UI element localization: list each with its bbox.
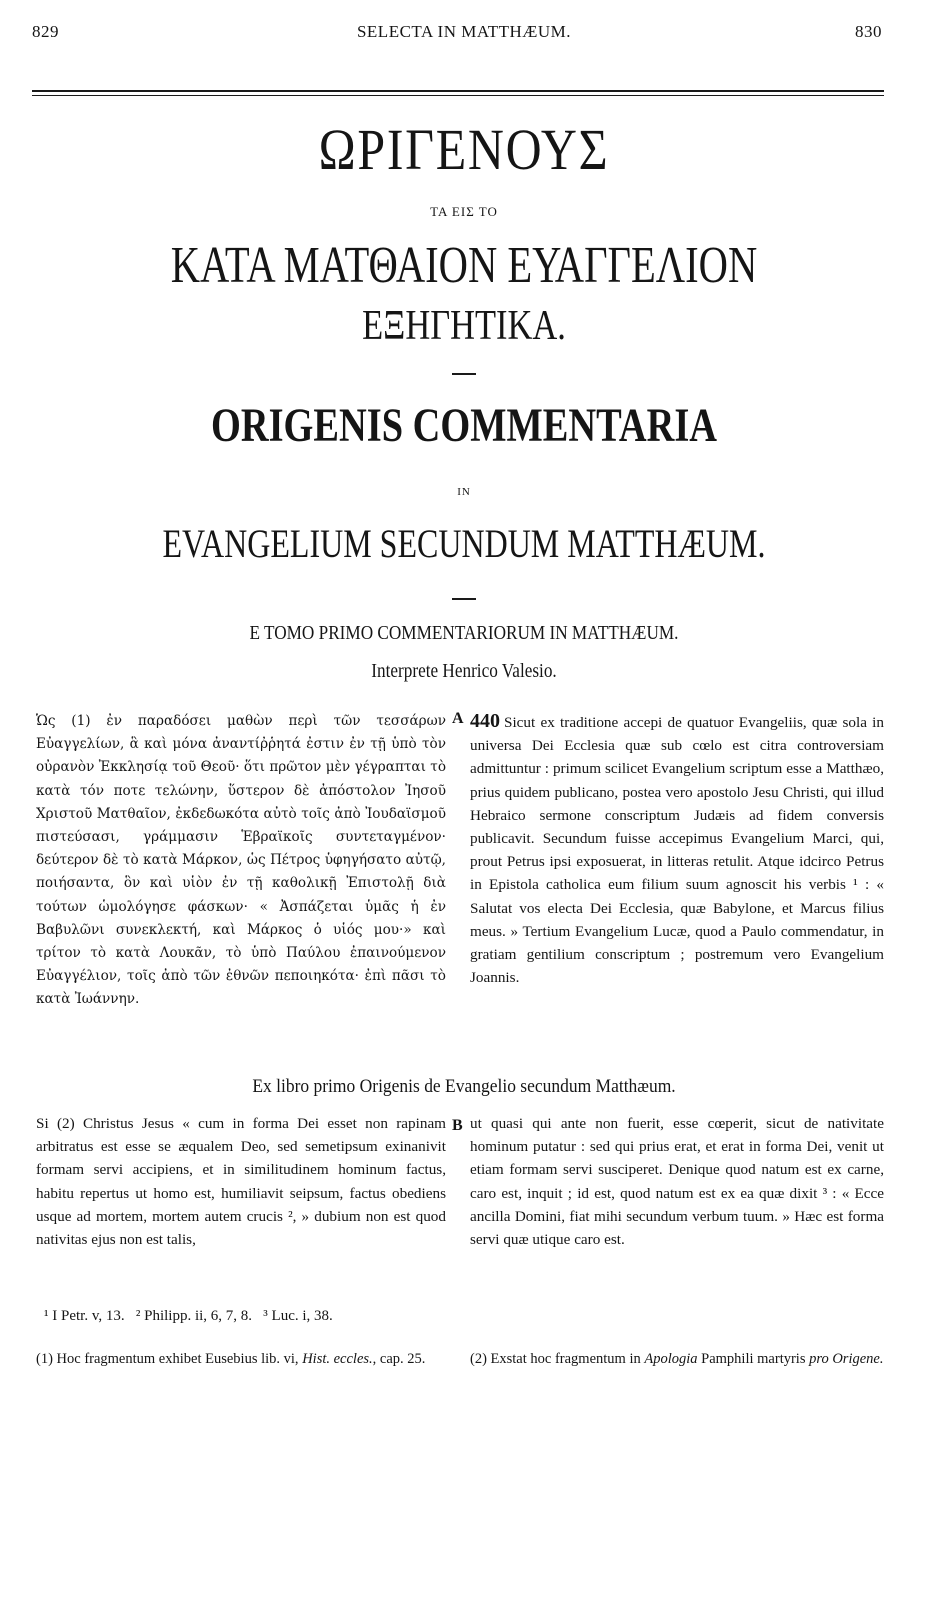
footnote-1-work-title: Hist. eccles. [302, 1351, 373, 1367]
latin-in: IN [457, 486, 471, 498]
interpreter-line: Interprete Henrico Valesio. [371, 660, 557, 682]
footnote-2-text: (2) Exstat hoc fragmentum in [470, 1351, 641, 1367]
header-rule-thick [32, 90, 884, 92]
greek-author-title: ΩΡΙΓΕΝΟΥΣ [318, 117, 610, 182]
scripture-references: ¹ I Petr. v, 13. ² Philipp. ii, 6, 7, 8. ³ Luc. i, 38. [44, 1308, 333, 1324]
title-dash [452, 598, 476, 600]
running-title: SELECTA IN MATTHÆUM. [356, 22, 572, 41]
header-rule-thin [32, 95, 884, 96]
latin-subtitle: EVANGELIUM SECUNDUM MATTHÆUM. [162, 521, 766, 566]
column-number-marker: 440 [470, 710, 500, 732]
footnote-2-author: Pamphili martyris [701, 1351, 806, 1367]
tomo-heading: E TOMO PRIMO COMMENTARIORUM IN MATTHÆUM. [249, 622, 679, 644]
section-marker-b: B [452, 1117, 463, 1134]
latin-text-column [470, 710, 884, 989]
footnote-1-reference: , cap. 25. [372, 1351, 426, 1367]
latin-main-title: ORIGENIS COMMENTARIA [211, 399, 717, 452]
latin-translation-text: Sicut ex traditione accepi de quatuor Evangeliis, quæ sola in universa Dei Ecclesia quæ sub cœlo est citra controversiam admittuntur : primum scilicet Evangelium scriptum esse a Matthæo, prius quidem publicano, postea vero apostolo Jesu Christi, qui illud Hebraico sermone conscriptum Judæis ad fidem conversis publicavit. Secundum fuisse accepimus Evangelium Marci, qui, prout Petrus ipsi exposuerat, in litteras retulit. Atque idcirco Petrus in Epistola catholica eum filium suum agnoscit his verbis ¹ : « Salutat vos electa Dei Ecclesia, quæ Babylone, et Marcus filius meus. » Tertium Evangelium Lucæ, quod a Paulo commendatur, in gratiam gentilium conscriptum ; postremum vero Evangelium Joannis. [470, 714, 884, 987]
title-dash [452, 373, 476, 375]
footnote-1 [36, 1350, 446, 1369]
column-number-right: 830 [855, 22, 882, 41]
latin-text-left-column: Si (2) Christus Jesus « cum in forma Dei esset non rapinam arbitratus est esse se æqualem Deo, sed semetipsum exinanivit formam servi accipiens, et in similitudinem hominum factus, habitu repertus ut homo est, humiliavit seipsum, factus obediens usque ad mortem, mortem autem crucis ², » dubium non est quod nativitas ejus non est talis, [36, 1115, 446, 1249]
section-heading: Ex libro primo Origenis de Evangelio secundum Matthæum. [252, 1076, 676, 1097]
greek-pre-title: ΤΑ ΕΙΣ ΤΟ [430, 204, 498, 219]
footnote-2 [470, 1350, 884, 1369]
footnote-2-work-subject: pro Origene. [809, 1351, 884, 1367]
column-number-left: 829 [32, 22, 59, 41]
greek-subtitle: ΕΞΗΓΗΤΙΚΑ. [362, 303, 566, 349]
greek-text-column: Ὡς (1) ἐν παραδόσει μαθὼν περὶ τῶν τεσσάρων Εὐαγγελίων, ἃ καὶ μόνα ἀναντίῤῥητά ἐστιν ἐν τῇ ὑπὸ τὸν οὐρανὸν Ἐκκλησίᾳ τοῦ Θεοῦ· ὅτι πρῶτον μὲν γέγραπται τὸ κατὰ τόν ποτε τελώνην, ὕστερον δὲ ἀπόστολον Ἰησοῦ Χριστοῦ Ματθαῖον, ἐκδεδωκότα αὐτὸ τοῖς ἀπὸ Ἰουδαϊσμοῦ πιστεύσασι, γράμμασιν Ἑβραϊκοῖς συντεταγμένον· δεύτερον δὲ τὸ κατὰ Μάρκον, ὡς Πέτρος ὑφηγήσατο αὐτῷ, ποιήσαντα, ὃν καὶ υἱὸν ἐν τῇ καθολικῇ Ἐπιστολῇ διὰ τούτων ὡμολόγησε φάσκων· « Ἀσπάζεται ὑμᾶς ἡ ἐν Βαβυλῶνι συνεκλεκτή, καὶ Μάρκος ὁ υἱός μου·» καὶ τρίτον τὸ κατὰ Λουκᾶν, τὸ ὑπὸ Παύλου ἐπαινούμενον Εὐαγγέλιον, τοῖς ἀπὸ τῶν ἐθνῶν πεποιηκότα· ἐπὶ πᾶσι τὸ κατὰ Ἰωάννην. [36, 713, 446, 1008]
latin-text-right-column: ut quasi qui ante non fuerit, esse cœperit, sicut de nativitate hominum putatur : sed qui prius erat, et erat in forma Dei, venit ut etiam formam servi susciperet. Denique quod natum est ex carne, caro est, inquit ; id est, quod natum est ex ea quæ dixit ³ : « Ecce ancilla Domini, fiat mihi secundum verbum tuum. » Hæc est forma servi quæ utique caro est. [470, 1115, 884, 1249]
footnote-1-text: (1) Hoc fragmentum exhibet Eusebius lib. vi, [36, 1351, 299, 1367]
footnote-2-work-title: Apologia [644, 1351, 698, 1367]
section-marker-a: A [452, 710, 464, 727]
greek-main-title: ΚΑΤΑ ΜΑΤΘΑΙΟΝ ΕΥΑΓΓΕΛΙΟΝ [170, 237, 758, 294]
